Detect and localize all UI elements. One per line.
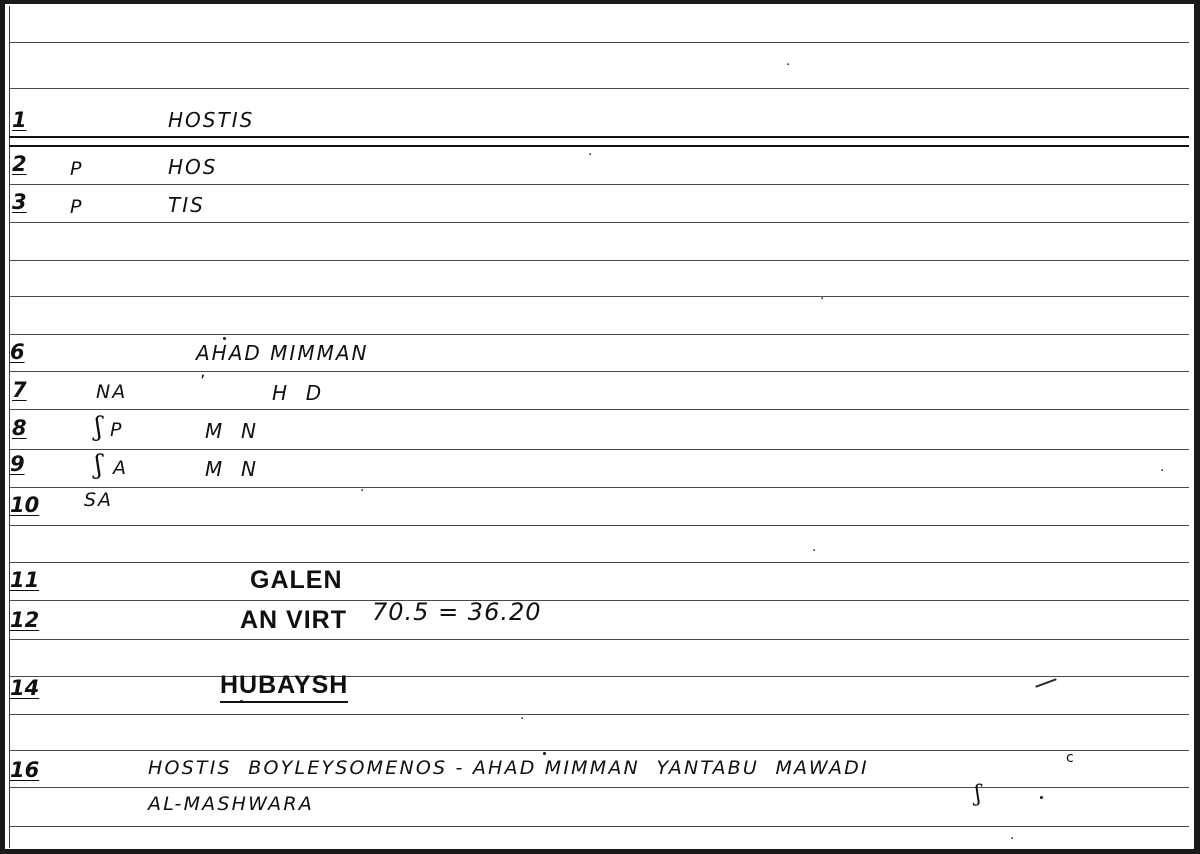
rule-line: [9, 296, 1189, 297]
hamza-mark: ʼ: [200, 372, 207, 392]
card-inner-edge: [9, 6, 10, 848]
rule-line: [9, 42, 1189, 43]
entry-code: P: [70, 158, 84, 180]
diacritic-dot: [223, 337, 226, 340]
entry-text: HUBAYSH: [220, 671, 348, 703]
rule-line: [9, 145, 1189, 147]
scan-border-top: [0, 0, 1200, 4]
entry-text: M N: [205, 457, 258, 481]
entry-number: 2: [12, 152, 27, 176]
entry-number: 14: [10, 676, 40, 700]
entry-code: P: [70, 196, 84, 218]
entry-number: 8: [12, 416, 27, 440]
entry-text: TIS: [168, 193, 205, 217]
entry-text: GALEN: [250, 566, 343, 594]
rule-line: [9, 222, 1189, 223]
superscript-ayn: c: [1066, 750, 1075, 766]
scan-border-bottom: [0, 849, 1200, 854]
scan-speckle: .: [520, 706, 525, 723]
rule-line: [9, 88, 1189, 89]
script-hook: ʃ: [95, 412, 103, 442]
rule-line: [9, 787, 1189, 788]
rule-line: [9, 409, 1189, 410]
rule-line: [9, 676, 1189, 677]
scan-speckle: .: [1160, 458, 1165, 475]
rule-line: [9, 260, 1189, 261]
rule-line: [9, 487, 1189, 488]
entry-continuation: AL-MASHWARA: [148, 793, 314, 815]
diacritic-dot: [1040, 796, 1043, 799]
entry-code: P: [110, 419, 124, 441]
rule-line: [9, 562, 1189, 563]
scan-border-left: [0, 0, 5, 854]
rule-line: [9, 184, 1189, 185]
entry-text: HOSTIS BOYLEYSOMENOS - AHAD MIMMAN YANTABU MAWADI: [148, 757, 869, 779]
entry-code: SA: [84, 489, 114, 511]
scan-border-right: [1194, 0, 1200, 854]
entry-code: NA: [96, 381, 128, 403]
script-hook: ʃ: [95, 450, 103, 480]
entry-text: M N: [205, 419, 258, 443]
rule-line: [9, 371, 1189, 372]
rule-line: [9, 136, 1189, 138]
entry-number: 11: [10, 568, 40, 592]
scan-speckle: .: [360, 478, 365, 495]
rule-line: [9, 714, 1189, 715]
rule-line: [9, 449, 1189, 450]
scan-speckle: .: [588, 142, 593, 159]
entry-text: AN VIRT: [240, 606, 347, 634]
rule-line: [9, 525, 1189, 526]
entry-code: A: [113, 457, 128, 479]
entry-text: H D: [272, 381, 324, 405]
entry-number: 10: [10, 493, 40, 517]
entry-text: HOSTIS: [168, 108, 255, 132]
entry-number: 3: [12, 190, 27, 214]
rule-line: [9, 750, 1189, 751]
entry-note: 70.5 = 36.20: [372, 598, 542, 626]
script-hook: ʃ: [975, 782, 981, 807]
entry-text: HOS: [168, 155, 218, 179]
entry-number: 7: [12, 378, 27, 402]
scan-speckle: .: [786, 52, 791, 69]
scan-speckle: .: [812, 538, 817, 555]
entry-number: 6: [10, 340, 25, 364]
rule-line: [9, 334, 1189, 335]
rule-line: [9, 639, 1189, 640]
entry-text: AHAD MIMMAN: [196, 341, 369, 365]
entry-number: 12: [10, 608, 40, 632]
entry-number: 9: [10, 452, 25, 476]
scan-speckle: .: [820, 286, 825, 303]
rule-line: [9, 600, 1189, 601]
diacritic-dot: [543, 752, 546, 755]
scan-speckle: .: [1010, 826, 1015, 843]
entry-number: 1: [12, 108, 27, 132]
entry-number: 16: [10, 758, 40, 782]
pencil-mark: [1035, 678, 1056, 687]
diacritic-dot: [240, 700, 243, 703]
